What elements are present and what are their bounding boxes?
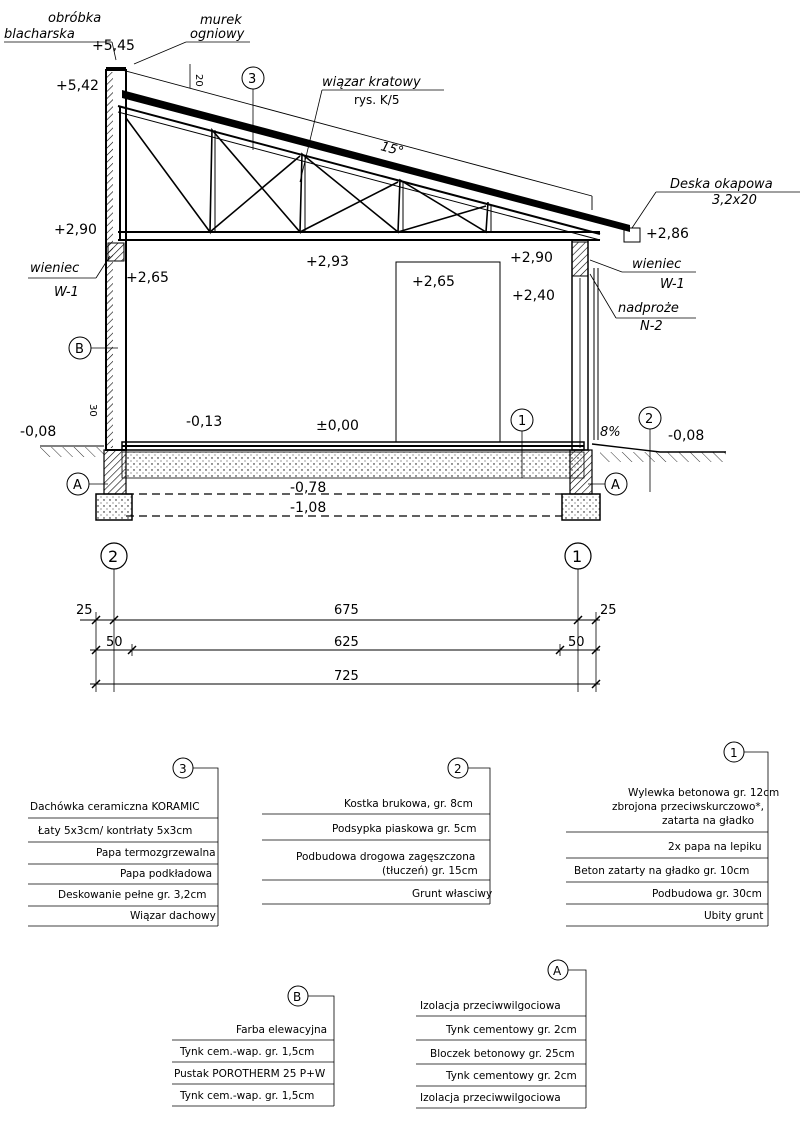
section-labels bbox=[4, 11, 800, 516]
legend-2-row: Grunt własciwy bbox=[412, 888, 493, 900]
legend-3-row: Deskowanie pełne gr. 3,2cm bbox=[58, 889, 207, 901]
legend-A-row: Izolacja przeciwwilgociowa bbox=[420, 1092, 561, 1104]
axis-marker-left-label: 2 bbox=[108, 547, 119, 566]
legend-3-row: Wiązar dachowy bbox=[130, 910, 216, 922]
level-2-40: +2,40 bbox=[512, 288, 555, 304]
building-section bbox=[40, 68, 726, 520]
dimension-lines bbox=[76, 543, 617, 692]
roof-deck bbox=[122, 90, 630, 232]
label-wieniec-right-2: W-1 bbox=[660, 277, 685, 292]
label-deska-1: Deska okapowa bbox=[670, 177, 773, 192]
level-2-65-left: +2,65 bbox=[126, 270, 169, 286]
label-deska-2: 3,2x20 bbox=[712, 193, 757, 208]
label-wieniec-left-2: W-1 bbox=[54, 285, 79, 300]
legend-1-row: Beton zatarty na gładko gr. 10cm bbox=[574, 865, 750, 877]
right-footing bbox=[562, 494, 600, 520]
label-murek-dim: 20 bbox=[193, 74, 204, 87]
legend-1-row: Wylewka betonowa gr. 12cm bbox=[628, 787, 780, 799]
level-5-42: +5,42 bbox=[56, 78, 99, 94]
marker-B-label: B bbox=[75, 342, 84, 357]
legend-2-row: Kostka brukowa, gr. 8cm bbox=[344, 798, 473, 810]
label-murek-1: murek bbox=[200, 13, 242, 28]
dim-675: 675 bbox=[334, 603, 359, 618]
level-2-65-door: +2,65 bbox=[412, 274, 455, 290]
dim-50-left: 50 bbox=[106, 635, 123, 650]
level-2-93: +2,93 bbox=[306, 254, 349, 270]
legend-3 bbox=[28, 758, 218, 926]
marker-A-left-label: A bbox=[73, 478, 82, 493]
level-2-90-right: +2,90 bbox=[510, 250, 553, 266]
dim-50-right: 50 bbox=[568, 635, 585, 650]
legend-A-row: Tynk cementowy gr. 2cm bbox=[446, 1024, 577, 1036]
dim-725: 725 bbox=[334, 669, 359, 684]
label-nadproze-1: nadproże bbox=[618, 301, 679, 316]
label-obrobka-2: blacharska bbox=[4, 27, 75, 42]
legend-B-marker: B bbox=[293, 990, 302, 1004]
left-ring-beam bbox=[108, 243, 124, 261]
legend-B bbox=[172, 986, 334, 1106]
label-slope-roof: 15° bbox=[378, 139, 406, 160]
legend-1-row: Ubity grunt bbox=[704, 910, 764, 922]
label-wiazar-1: wiązar kratowy bbox=[322, 75, 421, 90]
level-minus-1-08: -1,08 bbox=[290, 500, 327, 516]
left-foundation-wall bbox=[104, 450, 126, 494]
level-minus-0-78: -0,78 bbox=[290, 480, 327, 496]
legend-A-row: Izolacja przeciwwilgociowa bbox=[420, 1000, 561, 1012]
label-murek-2: ogniowy bbox=[190, 27, 245, 42]
legend-2-marker: 2 bbox=[454, 762, 462, 776]
legend-1 bbox=[566, 742, 779, 926]
level-2-90-left: +2,90 bbox=[54, 222, 97, 238]
right-foundation-wall bbox=[570, 450, 592, 494]
marker-1-label: 1 bbox=[518, 414, 527, 429]
dim-25-left: 25 bbox=[76, 603, 93, 618]
legend-3-row: Papa podkładowa bbox=[120, 868, 213, 880]
legend-B-row: Pustak POROTHERM 25 P+W bbox=[174, 1068, 326, 1080]
level-minus-0-08-right: -0,08 bbox=[668, 428, 705, 444]
label-wiazar-2: rys. K/5 bbox=[354, 93, 400, 107]
legend-A bbox=[416, 960, 586, 1108]
label-obrobka-1: obróbka bbox=[48, 11, 102, 26]
legend-1-row: 2x papa na lepiku bbox=[668, 841, 762, 853]
legend-B-row: Tynk cem.-wap. gr. 1,5cm bbox=[180, 1046, 315, 1058]
level-0-00: ±0,00 bbox=[316, 418, 359, 434]
dim-625: 625 bbox=[334, 635, 359, 650]
dim-25-right: 25 bbox=[600, 603, 617, 618]
legend-B-row: Tynk cem.-wap. gr. 1,5cm bbox=[180, 1090, 315, 1102]
legend-3-row: Papa termozgrzewalna bbox=[96, 847, 216, 859]
legend-2 bbox=[262, 758, 492, 904]
legend-A-row: Tynk cementowy gr. 2cm bbox=[446, 1070, 577, 1082]
legend-1-row: zatarta na gładko bbox=[662, 815, 755, 827]
level-minus-0-08-left: -0,08 bbox=[20, 424, 57, 440]
label-plinth-dim: 30 bbox=[87, 404, 98, 417]
legend-B-row: Farba elewacyjna bbox=[236, 1024, 328, 1036]
legend-3-marker: 3 bbox=[179, 762, 187, 776]
legend-1-marker: 1 bbox=[730, 746, 738, 760]
legend-3-row: Łaty 5x3cm/ kontrłaty 5x3cm bbox=[38, 825, 193, 837]
floor-subbase bbox=[122, 452, 584, 478]
level-2-86: +2,86 bbox=[646, 226, 689, 242]
label-slope-ground: 8% bbox=[600, 425, 621, 440]
legend-1-row: zbrojona przeciwskurczowo*, bbox=[612, 801, 764, 813]
legend-2-row: (tłuczeń) gr. 15cm bbox=[382, 865, 478, 877]
legend-A-marker: A bbox=[553, 964, 562, 978]
level-minus-0-13: -0,13 bbox=[186, 414, 223, 430]
level-5-45: +5,45 bbox=[92, 38, 135, 54]
legend-3-row: Dachówka ceramiczna KORAMIC bbox=[30, 801, 200, 813]
legend-2-row: Podsypka piaskowa gr. 5cm bbox=[332, 823, 477, 835]
roof-truss bbox=[118, 106, 600, 240]
label-wieniec-right-1: wieniec bbox=[632, 257, 682, 272]
label-nadproze-2: N-2 bbox=[640, 319, 663, 334]
legend-A-row: Bloczek betonowy gr. 25cm bbox=[430, 1048, 575, 1060]
marker-A-right-label: A bbox=[611, 478, 620, 493]
label-wieniec-left-1: wieniec bbox=[30, 261, 80, 276]
legend-1-row: Podbudowa gr. 30cm bbox=[652, 888, 762, 900]
legend-2-row: Podbudowa drogowa zagęszczona bbox=[296, 851, 476, 863]
axis-marker-right-label: 1 bbox=[572, 547, 583, 566]
marker-3-label: 3 bbox=[248, 72, 257, 87]
right-ring-beam bbox=[572, 242, 588, 276]
marker-2-label: 2 bbox=[645, 412, 654, 427]
